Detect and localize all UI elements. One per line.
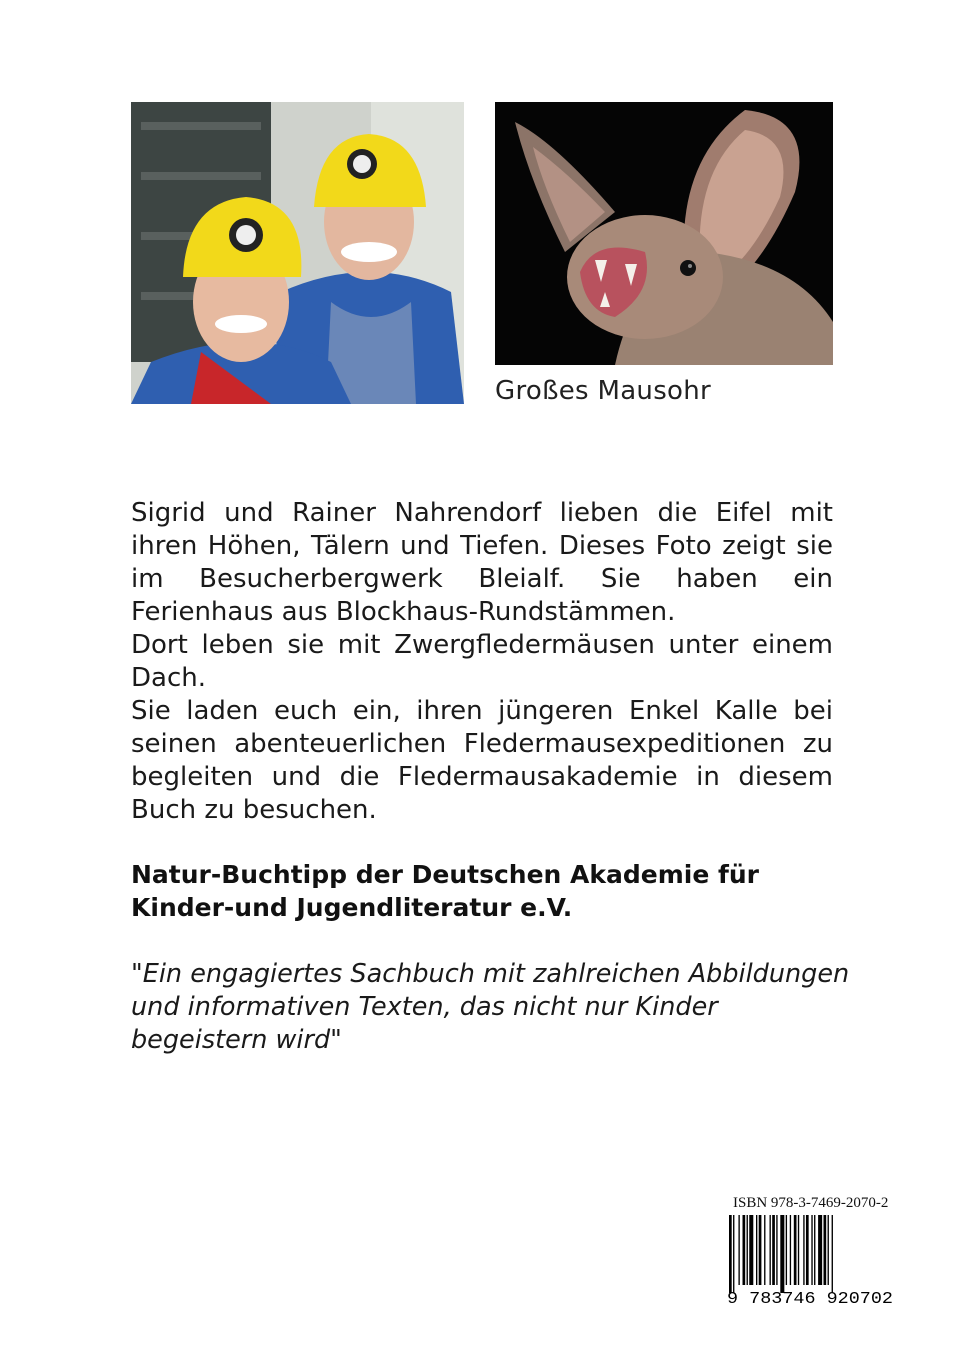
isbn-label: ISBN 978-3-7469-2070-2 xyxy=(733,1195,889,1211)
award-heading xyxy=(131,858,851,924)
bat-photo xyxy=(495,102,833,365)
award-line: Kinder-und Jugendliteratur e.V. xyxy=(131,893,573,922)
bio-paragraph: Dort leben sie mit Zwergfledermäusen unter einem Dach. xyxy=(131,630,833,693)
barcode-digits: 9 783746 920702 xyxy=(727,1290,893,1305)
bio-paragraph: Sie laden euch ein, ihren jüngeren Enkel Kalle bei seinen abenteuerlichen Fledermausexpeditionen zu begleiten und die Fledermausakademie in diesem Buch zu besuchen. xyxy=(131,696,833,825)
bio-paragraph: Sigrid und Rainer Nahrendorf lieben die Eifel mit ihren Höhen, Tälern und Tiefen. Dieses Foto zeigt sie im Besucherbergwerk Bleialf. Sie haben ein Ferienhaus aus Blockhaus-Rundstämmen. xyxy=(131,498,833,627)
award-line: Natur-Buchtipp der Deutschen Akademie für xyxy=(131,860,760,889)
author-biography xyxy=(131,497,833,827)
isbn-barcode-block xyxy=(727,1195,895,1305)
barcode xyxy=(727,1215,895,1305)
review-quote: "Ein engagiertes Sachbuch mit zahlreichen Abbildungen und informativen Texten, das nicht nur Kinder begeistern wird" xyxy=(131,959,850,1055)
authors-photo xyxy=(131,102,464,404)
bat-photo-caption: Großes Mausohr xyxy=(495,376,712,406)
